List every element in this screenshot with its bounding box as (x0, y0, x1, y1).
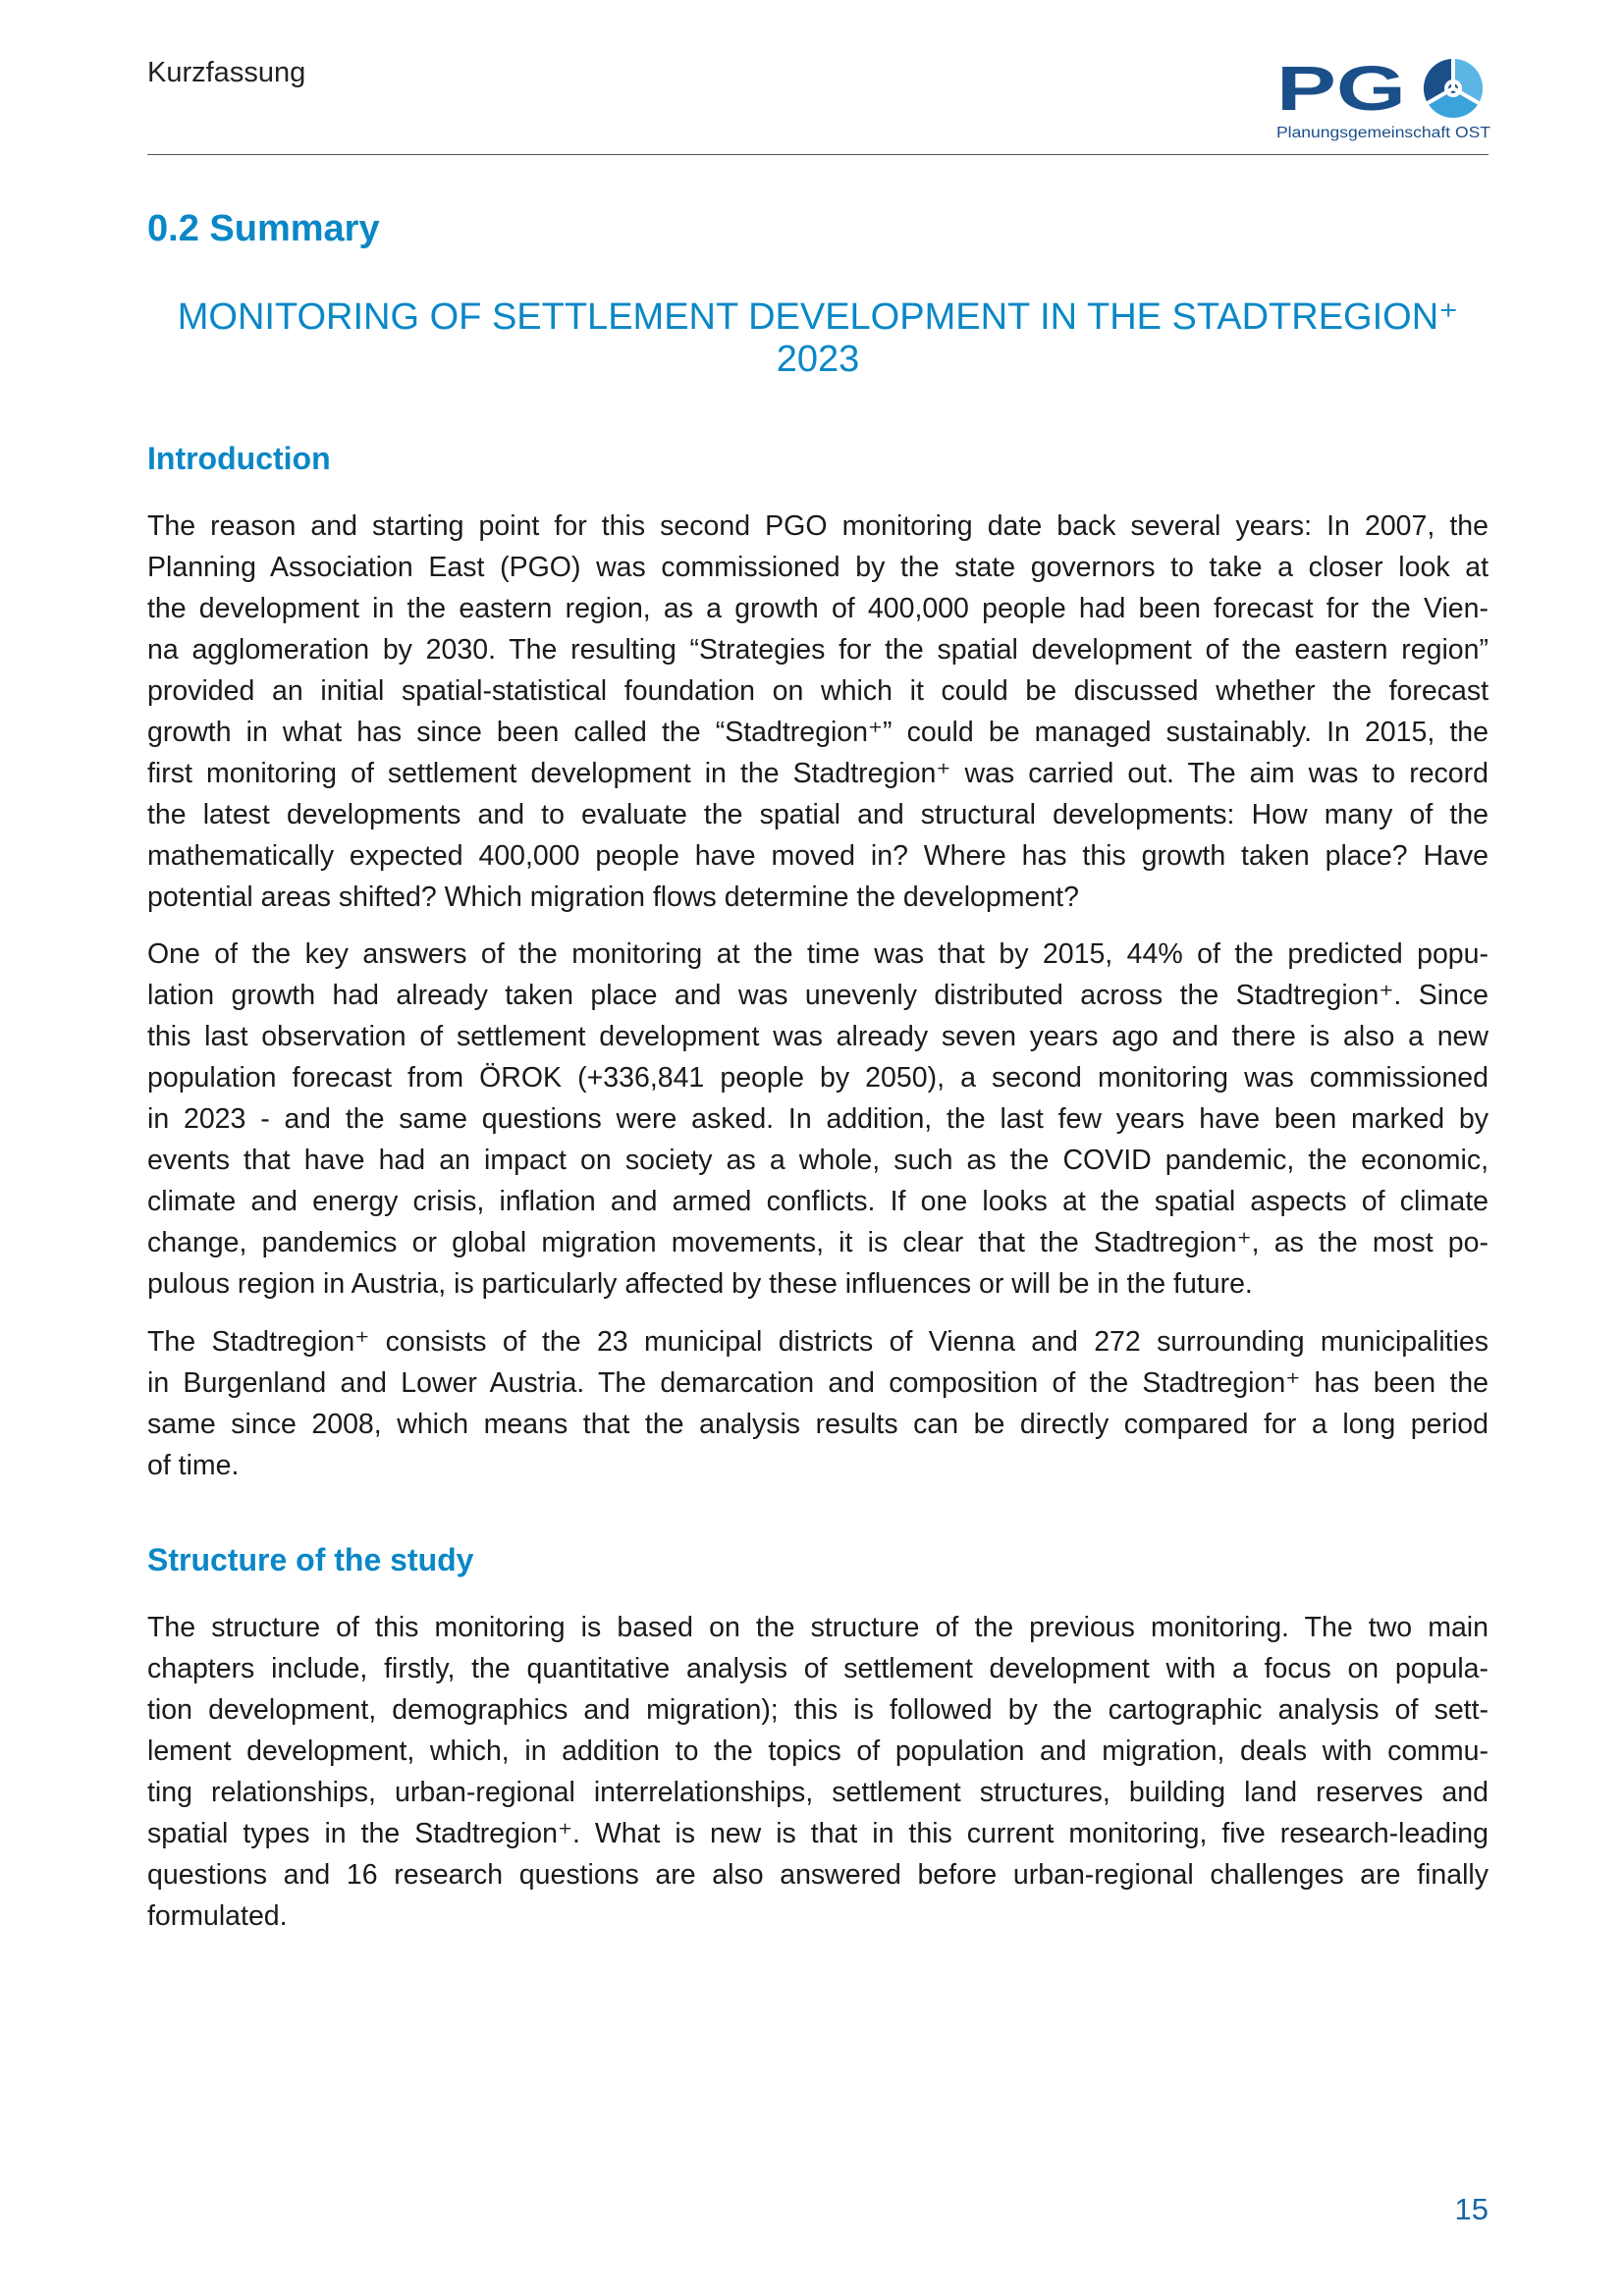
header-divider (147, 154, 1489, 155)
text-line: this last observation of settlement development was already seven years ago and there is also a new (147, 1021, 1489, 1052)
text-line: The Stadtregion⁺ consists of the 23 municipal districts of Vienna and 272 surrounding municipalities (147, 1326, 1489, 1358)
section-title: 0.2 Summary (147, 208, 380, 249)
text-line: pulous region in Austria, is particularly affected by these influences or will be in the future. (147, 1268, 1253, 1300)
text-line: formulated. (147, 1900, 288, 1932)
logo-subtitle: Planungsgemeinschaft OST (1276, 125, 1491, 141)
document-title-line: MONITORING OF SETTLEMENT DEVELOPMENT IN THE STADTREGION⁺ (177, 296, 1459, 338)
text-line: events that have had an impact on society as a whole, such as the COVID pandemic, the economic, (147, 1145, 1489, 1176)
text-line: The reason and starting point for this second PGO monitoring date back several years: In 2007, the (147, 510, 1489, 542)
text-line: change, pandemics or global migration movements, it is clear that the Stadtregion⁺, as the most po- (147, 1227, 1489, 1258)
text-line: growth in what has since been called the “Stadtregion⁺” could be managed sustainably. In 2015, the (147, 717, 1489, 748)
paragraph (147, 1607, 1489, 1937)
text-line: na agglomeration by 2030. The resulting “Strategies for the spatial development of the eastern region” (147, 634, 1489, 666)
paragraph (147, 1321, 1489, 1486)
text-line: of time. (147, 1450, 240, 1481)
pgo-logo (1276, 59, 1492, 141)
svg-text:PG: PG (1276, 59, 1406, 124)
text-line: questions and 16 research questions are also answered before urban-regional challenges are finally (147, 1859, 1489, 1891)
text-line: same since 2008, which means that the analysis results can be directly compared for a long period (147, 1409, 1489, 1440)
text-line: The structure of this monitoring is based on the structure of the previous monitoring. The two main (147, 1612, 1489, 1643)
paragraph (147, 506, 1489, 918)
text-line: mathematically expected 400,000 people have moved in? Where has this growth taken place? Have (147, 840, 1489, 872)
text-line: tion development, demographics and migration); this is followed by the cartographic analysis of sett- (147, 1694, 1489, 1726)
document-title-year: 2023 (776, 339, 860, 380)
text-line: ting relationships, urban-regional interrelationships, settlement structures, building land reserves and (147, 1777, 1489, 1808)
text-line: in 2023 - and the same questions were asked. In addition, the last few years have been marked by (147, 1103, 1489, 1135)
text-line: lation growth had already taken place and was unevenly distributed across the Stadtregion⁺. Since (147, 980, 1489, 1011)
text-line: the latest developments and to evaluate the spatial and structural developments: How many of the (147, 799, 1489, 830)
text-line: provided an initial spatial-statistical foundation on which it could be discussed whether the forecast (147, 675, 1489, 707)
text-line: the development in the eastern region, as a growth of 400,000 people had been forecast for the Vien- (147, 593, 1489, 624)
text-line: first monitoring of settlement development in the Stadtregion⁺ was carried out. The aim was to record (147, 758, 1489, 789)
running-header: Kurzfassung (147, 57, 306, 88)
text-line: population forecast from ÖROK (+336,841 people by 2050), a second monitoring was commissioned (147, 1062, 1489, 1094)
text-line: chapters include, firstly, the quantitative analysis of settlement development with a focus on popula- (147, 1653, 1489, 1684)
heading-introduction: Introduction (147, 441, 331, 476)
document-title (147, 296, 1489, 381)
text-line: One of the key answers of the monitoring at the time was that by 2015, 44% of the predicted popu- (147, 938, 1489, 970)
paragraph (147, 934, 1489, 1305)
text-line: in Burgenland and Lower Austria. The demarcation and composition of the Stadtregion⁺ has been the (147, 1367, 1489, 1399)
text-line: Planning Association East (PGO) was commissioned by the state governors to take a closer look at (147, 552, 1489, 583)
text-line: climate and energy crisis, inflation and armed conflicts. If one looks at the spatial aspects of climate (147, 1186, 1489, 1217)
page-number: 15 (1454, 2192, 1489, 2226)
text-line: potential areas shifted? Which migration flows determine the development? (147, 881, 1079, 913)
text-line: lement development, which, in addition to the topics of population and migration, deals with commu- (147, 1735, 1489, 1767)
heading-structure: Structure of the study (147, 1542, 474, 1577)
text-line: spatial types in the Stadtregion⁺. What is new is that in this current monitoring, five research-leading (147, 1818, 1489, 1849)
